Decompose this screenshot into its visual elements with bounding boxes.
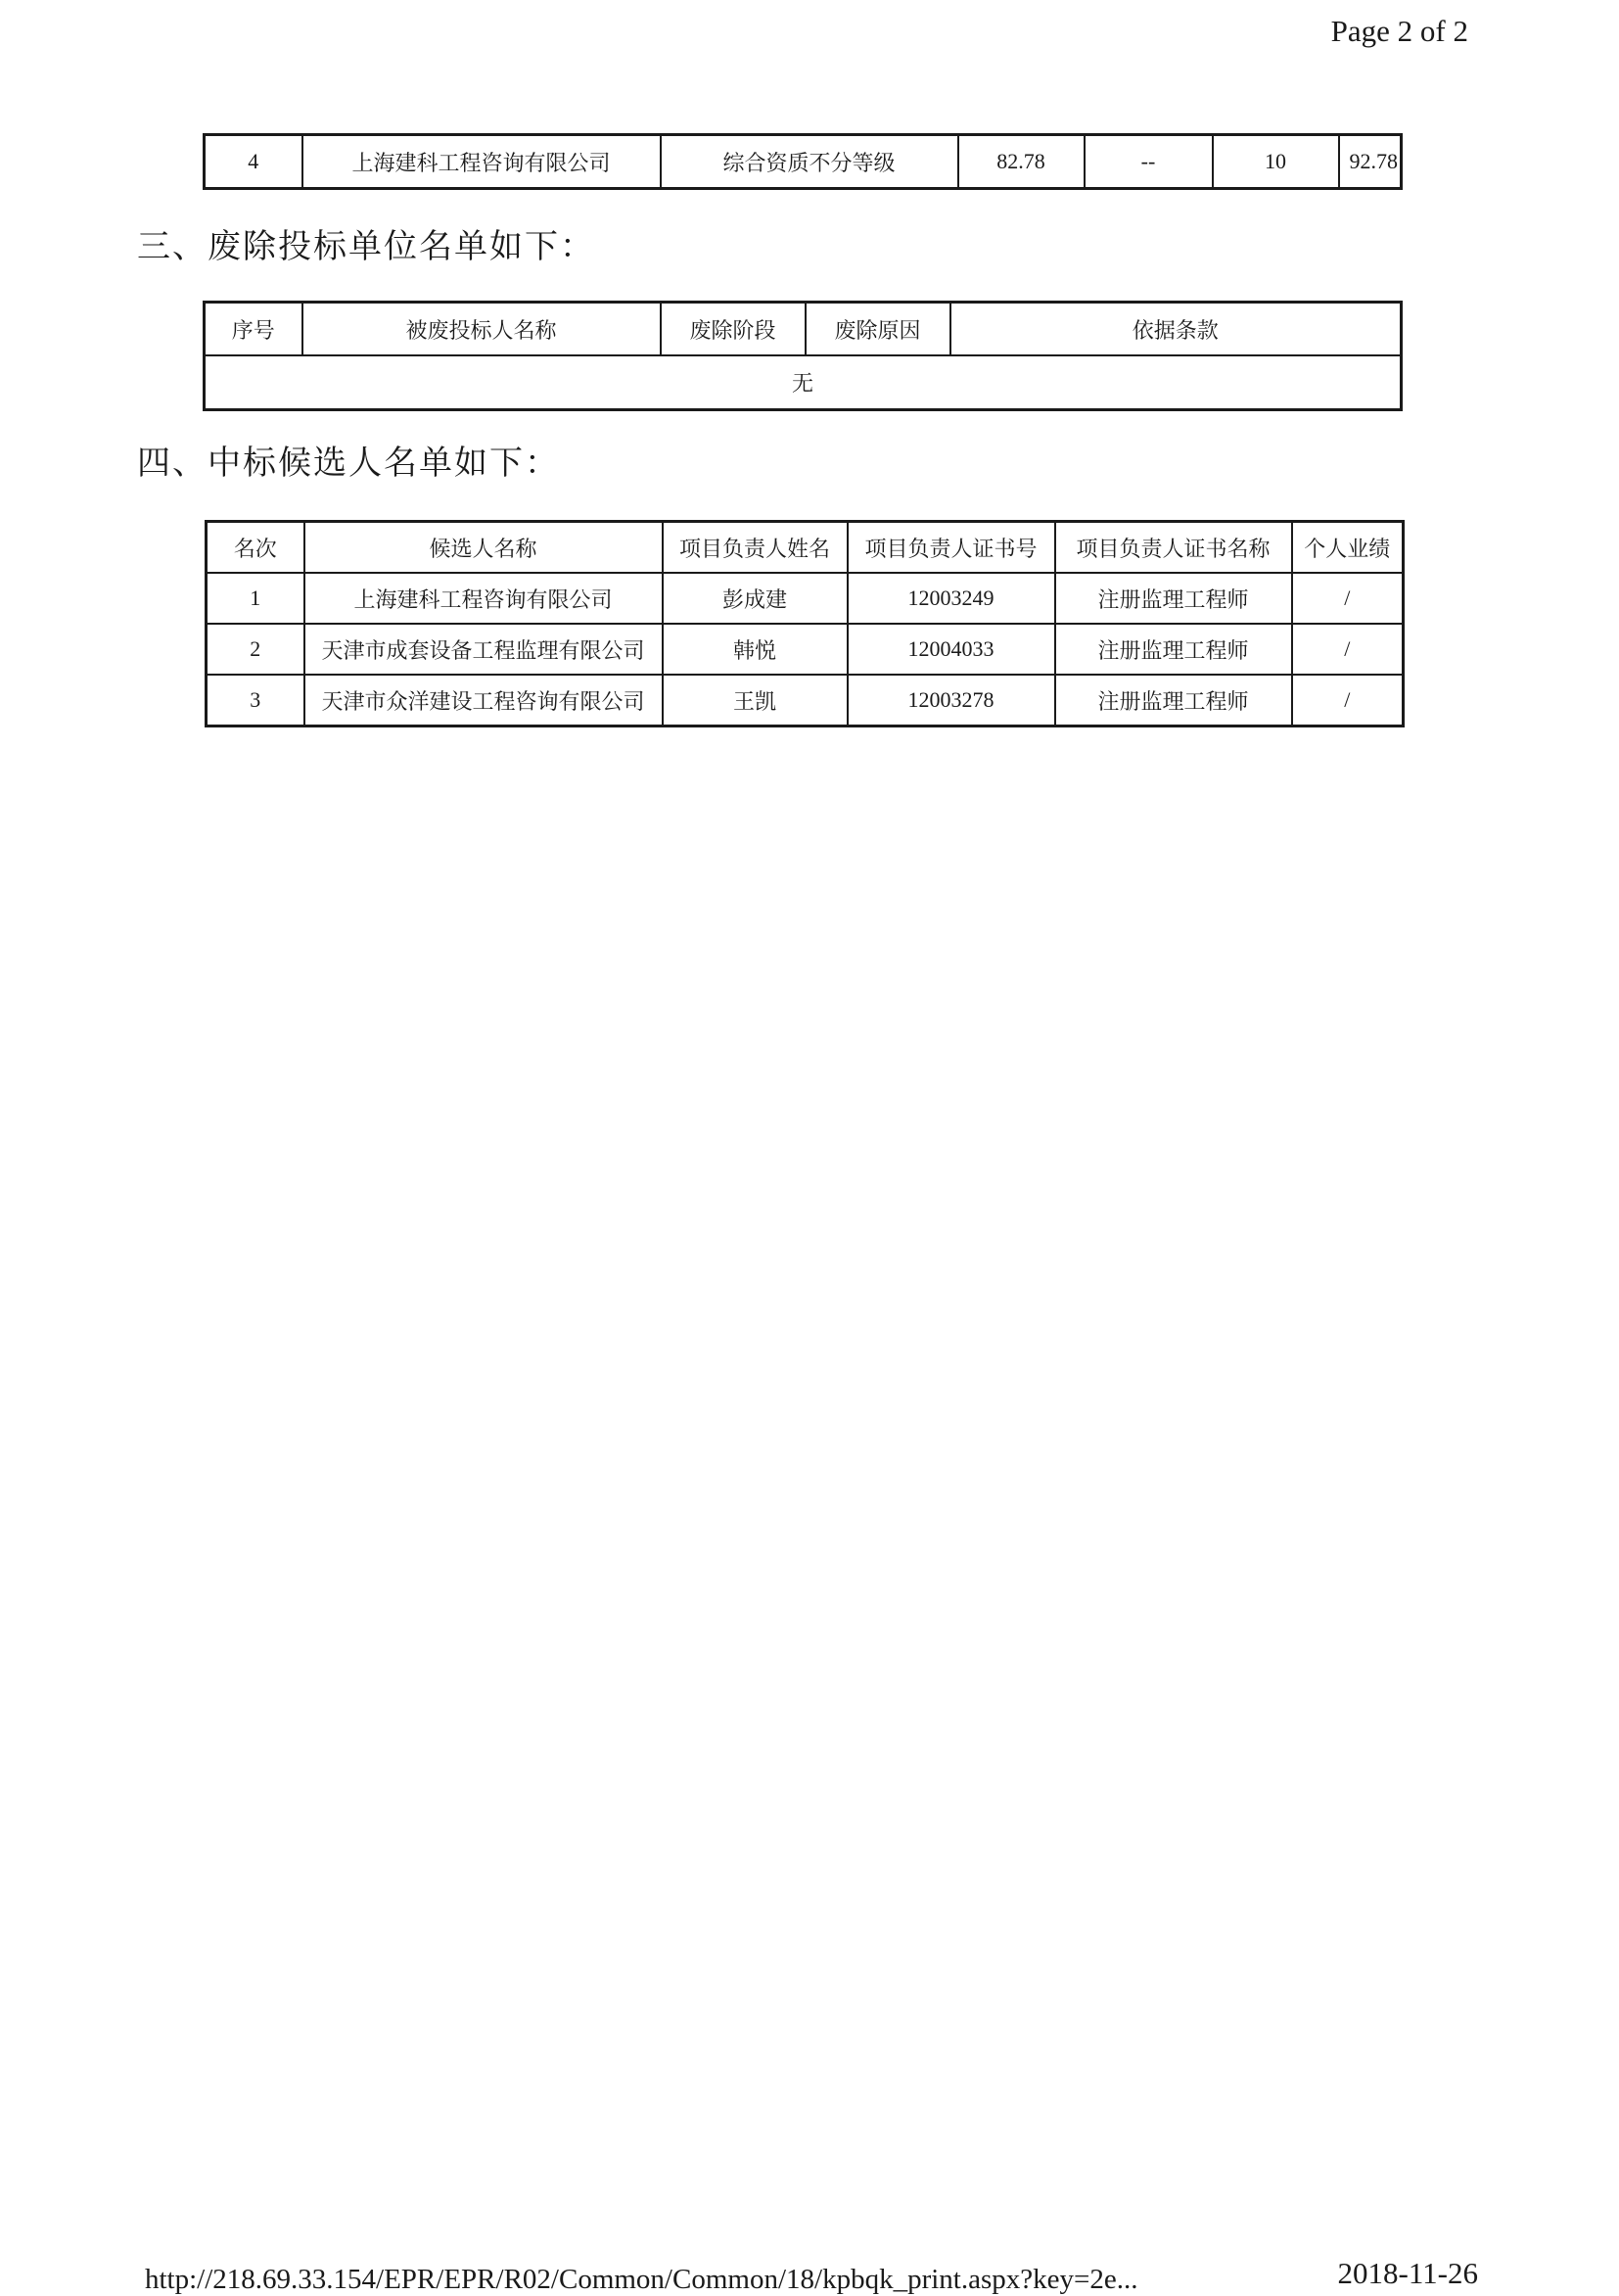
candidate-name-cell: 天津市众洋建设工程咨询有限公司 <box>304 675 663 726</box>
table-row <box>207 573 1404 624</box>
column-header: 项目负责人姓名 <box>663 522 848 574</box>
performance-cell: / <box>1292 624 1404 675</box>
performance-cell: / <box>1292 675 1404 726</box>
manager-name-cell: 王凯 <box>663 675 848 726</box>
column-header: 候选人名称 <box>304 522 663 574</box>
score-cell: 10 <box>1213 135 1339 189</box>
empty-notice: 无 <box>205 355 1402 410</box>
rank-cell: 4 <box>205 135 302 189</box>
certificate-number-cell: 12004033 <box>848 624 1055 675</box>
certificate-name-cell: 注册监理工程师 <box>1055 624 1292 675</box>
column-header: 废除阶段 <box>661 303 806 356</box>
column-header: 序号 <box>205 303 302 356</box>
total-score-cell: 92.78 <box>1339 135 1402 189</box>
column-header: 项目负责人证书名称 <box>1055 522 1292 574</box>
table-row <box>205 135 1402 189</box>
disqualified-bidders-table <box>203 301 1403 411</box>
page-number: Page 2 of 2 <box>1330 14 1468 48</box>
performance-cell: / <box>1292 573 1404 624</box>
certificate-number-cell: 12003249 <box>848 573 1055 624</box>
candidate-name-cell: 天津市成套设备工程监理有限公司 <box>304 624 663 675</box>
rank-cell: 3 <box>207 675 304 726</box>
manager-name-cell: 彭成建 <box>663 573 848 624</box>
table-header-row <box>207 522 1404 574</box>
score-cell: 82.78 <box>958 135 1085 189</box>
candidate-name-cell: 上海建科工程咨询有限公司 <box>304 573 663 624</box>
certificate-number-cell: 12003278 <box>848 675 1055 726</box>
score-cell: -- <box>1085 135 1213 189</box>
column-header: 依据条款 <box>950 303 1402 356</box>
column-header: 项目负责人证书号 <box>848 522 1055 574</box>
footer-url: http://218.69.33.154/EPR/EPR/R02/Common/Common/18/kpbqk_print.aspx?key=2e... <box>145 2264 1138 2295</box>
section-heading-candidates: 四、中标候选人名单如下： <box>137 444 560 483</box>
column-header: 个人业绩 <box>1292 522 1404 574</box>
rank-cell: 1 <box>207 573 304 624</box>
section-heading-disqualified: 三、废除投标单位名单如下： <box>137 227 595 266</box>
winning-candidates-table <box>205 520 1405 727</box>
table-row <box>205 355 1402 410</box>
rank-cell: 2 <box>207 624 304 675</box>
table-row <box>207 624 1404 675</box>
certificate-name-cell: 注册监理工程师 <box>1055 573 1292 624</box>
footer-date: 2018-11-26 <box>1337 2256 1478 2290</box>
score-table <box>203 133 1403 190</box>
column-header: 废除原因 <box>806 303 950 356</box>
column-header: 被废投标人名称 <box>302 303 661 356</box>
manager-name-cell: 韩悦 <box>663 624 848 675</box>
table-row <box>207 675 1404 726</box>
table-header-row <box>205 303 1402 356</box>
column-header: 名次 <box>207 522 304 574</box>
qualification-cell: 综合资质不分等级 <box>661 135 958 189</box>
certificate-name-cell: 注册监理工程师 <box>1055 675 1292 726</box>
company-name-cell: 上海建科工程咨询有限公司 <box>302 135 661 189</box>
